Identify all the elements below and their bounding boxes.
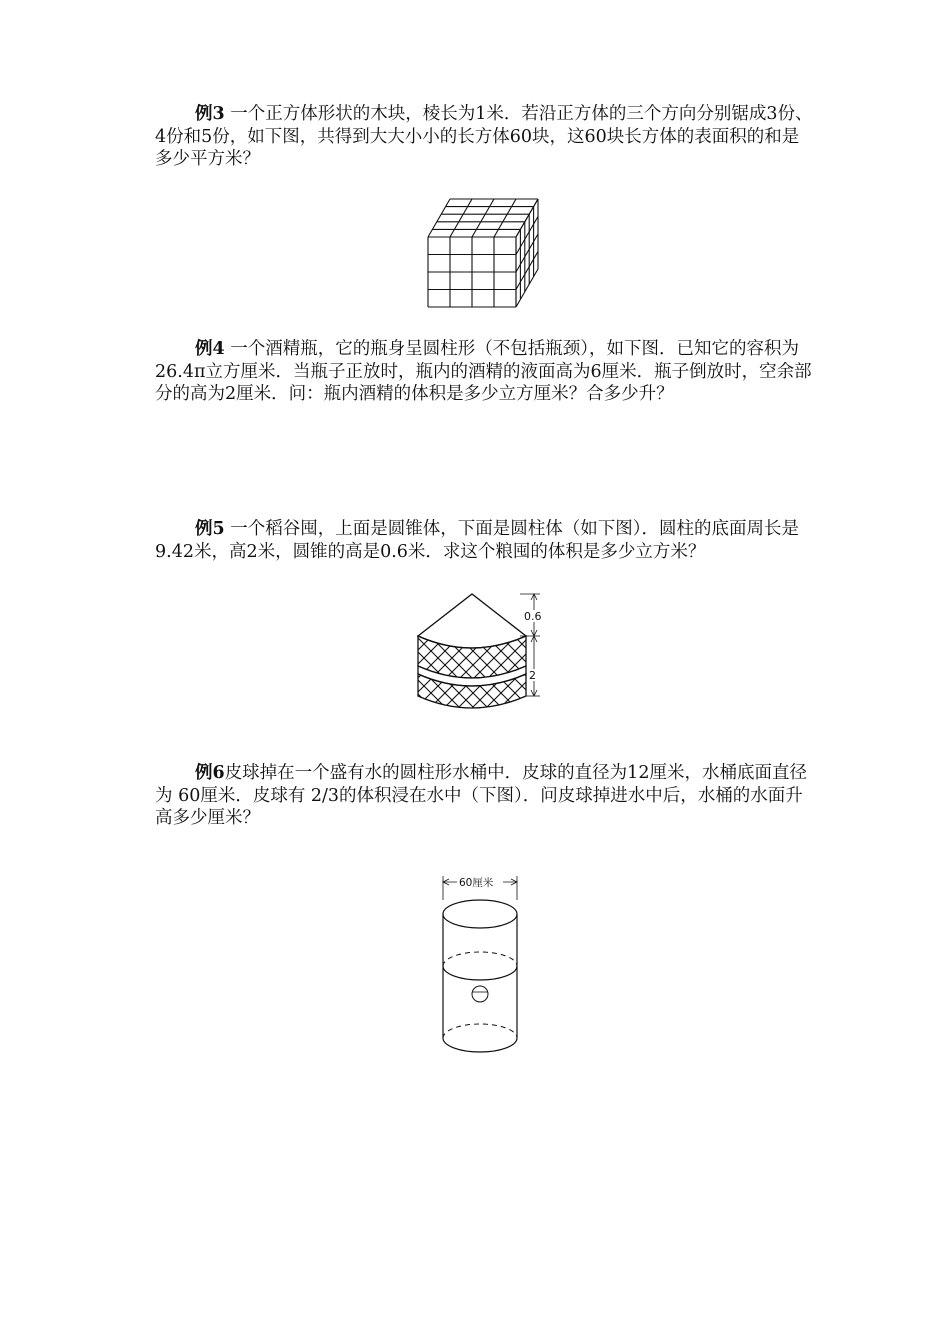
example-5-body: 一个稻谷囤，上面是圆锥体，下面是圆柱体（如下图）．圆柱的底面周长是9.42米，高2米，圆锥的高是0.6米．求这个粮囤的体积是多少立方米？ bbox=[155, 519, 799, 562]
example-6-body: 皮球掉在一个盛有水的圆柱形水桶中．皮球的直径为12厘米，水桶底面直径为 60厘米．皮球有 2/3的体积浸在水中（下图）．问皮球掉进水中后，水桶的水面升高多少厘米？ bbox=[155, 763, 807, 828]
cylinder-height-label: 2 bbox=[529, 669, 536, 682]
diameter-label: 60厘米 bbox=[459, 877, 494, 889]
grain-bin-figure bbox=[410, 588, 560, 718]
example-3-body: 一个正方体形状的木块，棱长为1米．若沿正方体的三个方向分别锯成3份、4份和5份，如下图，共得到大大小小的长方体60块，这60块长方体的表面积的和是多少平方米？ bbox=[155, 104, 813, 169]
cube-grid-line bbox=[450, 199, 472, 237]
cube-grid-line bbox=[516, 252, 538, 290]
cube-grid-line bbox=[472, 199, 494, 237]
bucket-top-ellipse bbox=[443, 900, 517, 928]
example-4-text bbox=[155, 338, 815, 406]
example-3-tag: 例3 bbox=[195, 104, 225, 124]
cone-shape bbox=[418, 594, 526, 648]
cube-grid-line bbox=[428, 199, 450, 237]
cone-height-label: 0.6 bbox=[524, 610, 542, 623]
water-surface bbox=[443, 966, 517, 980]
cube-grid-line bbox=[516, 269, 538, 307]
example-6-text bbox=[155, 762, 815, 830]
cube-grid-line bbox=[516, 234, 538, 272]
example-6-tag: 例6 bbox=[195, 763, 225, 783]
example-5-tag: 例5 bbox=[195, 519, 225, 539]
cube-grid-line bbox=[494, 199, 516, 237]
example-3-text bbox=[155, 103, 815, 171]
bucket-bottom bbox=[443, 1038, 517, 1052]
bucket-figure bbox=[435, 868, 535, 1060]
example-4-tag: 例4 bbox=[195, 339, 225, 359]
ball bbox=[472, 986, 488, 1002]
cube-figure bbox=[420, 193, 540, 311]
cube-grid-line bbox=[516, 199, 538, 237]
example-4-body: 一个酒精瓶，它的瓶身呈圆柱形（不包括瓶颈），如下图．已知它的容积为26.4π立方厘米．当瓶子正放时，瓶内的酒精的液面高为6厘米．瓶子倒放时，空余部分的高为2厘米．问：瓶内酒精的体积是多少立方厘米？合多少升？ bbox=[155, 339, 812, 404]
example-5-text bbox=[155, 518, 815, 563]
